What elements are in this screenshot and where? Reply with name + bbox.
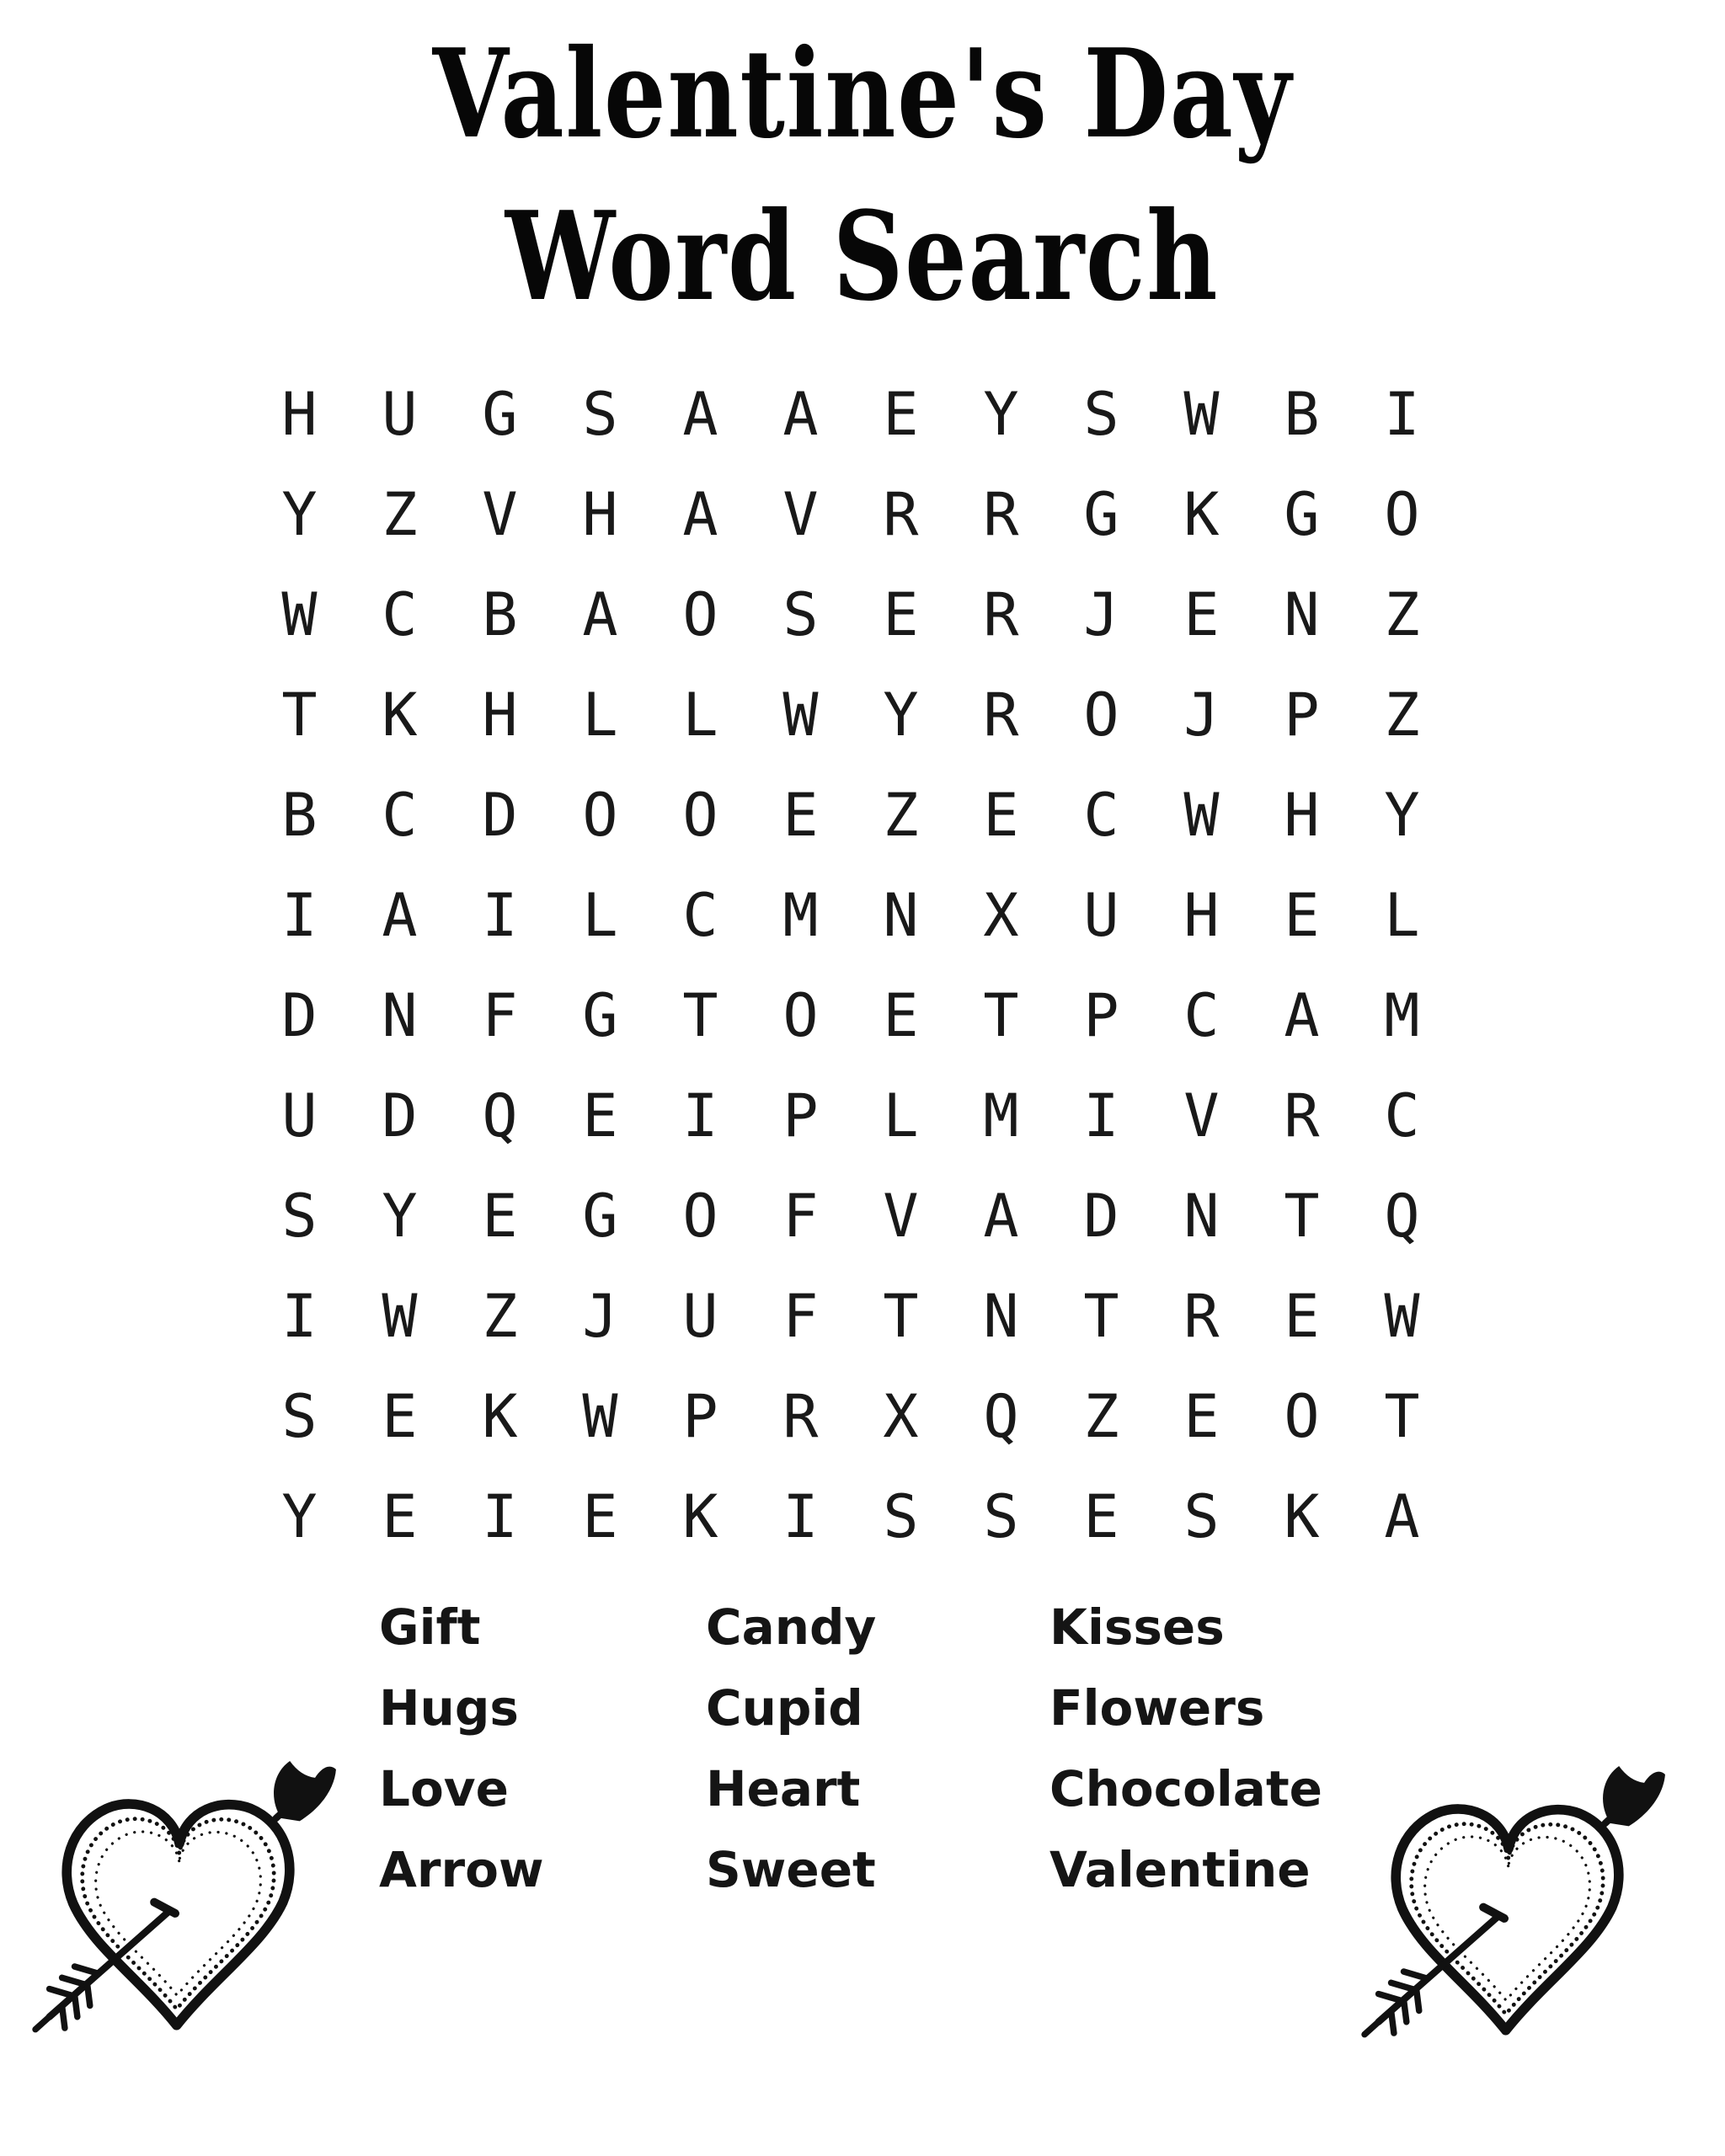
grid-letter: W xyxy=(782,680,819,750)
grid-letter: Z xyxy=(1384,680,1420,750)
word-list-item: Hugs xyxy=(379,1679,519,1737)
grid-letter: E xyxy=(482,1181,518,1251)
word-list-item: Flowers xyxy=(1049,1679,1265,1737)
grid-letter: D xyxy=(1083,1181,1119,1251)
grid-letter: I xyxy=(482,880,518,950)
grid-letter: A xyxy=(382,880,418,950)
grid-letter: L xyxy=(883,1081,919,1150)
grid-letter: T xyxy=(983,980,1019,1050)
grid-letter: Z xyxy=(382,479,418,549)
grid-letter: E xyxy=(782,780,819,850)
grid-letter: H xyxy=(582,479,618,549)
grid-letter: E xyxy=(1284,1281,1320,1351)
grid-letter: C xyxy=(1183,980,1220,1050)
word-list-item: Kisses xyxy=(1049,1598,1225,1656)
grid-letter: C xyxy=(382,579,418,649)
grid-letter: I xyxy=(1384,379,1420,449)
grid-letter: S xyxy=(281,1181,318,1251)
grid-letter: O xyxy=(682,1181,718,1251)
grid-letter: A xyxy=(1384,1481,1420,1551)
grid-letter: G xyxy=(1284,479,1320,549)
grid-letter: A xyxy=(682,479,718,549)
grid-letter: S xyxy=(1083,379,1119,449)
heart-arrow-illustration xyxy=(29,1757,339,2036)
grid-letter: Q xyxy=(1384,1181,1420,1251)
grid-letter: B xyxy=(1284,379,1320,449)
grid-letter: L xyxy=(1384,880,1420,950)
grid-letter: K xyxy=(1183,479,1220,549)
grid-letter: O xyxy=(782,980,819,1050)
grid-letter: N xyxy=(382,980,418,1050)
page-title-line2: Word Search xyxy=(505,185,1220,328)
grid-letter: I xyxy=(1083,1081,1119,1150)
grid-letter: W xyxy=(1183,780,1220,850)
grid-letter: T xyxy=(1284,1181,1320,1251)
grid-letter: E xyxy=(1183,579,1220,649)
word-list-item: Heart xyxy=(706,1760,861,1817)
grid-letter: K xyxy=(682,1481,718,1551)
grid-letter: J xyxy=(582,1281,618,1351)
word-list-item: Chocolate xyxy=(1049,1760,1323,1817)
grid-letter: Q xyxy=(983,1381,1019,1451)
grid-letter: D xyxy=(482,780,518,850)
word-list-item: Gift xyxy=(379,1598,481,1656)
grid-letter: M xyxy=(782,880,819,950)
grid-letter: G xyxy=(582,980,618,1050)
grid-letter: E xyxy=(1284,880,1320,950)
grid-letter: Y xyxy=(1384,780,1420,850)
page-title xyxy=(0,13,1725,339)
grid-letter: W xyxy=(1183,379,1220,449)
grid-letter: I xyxy=(482,1481,518,1551)
grid-letter: P xyxy=(1083,980,1119,1050)
word-list-column xyxy=(1049,1587,1322,1910)
grid-letter: F xyxy=(782,1181,819,1251)
word-list-item: Arrow xyxy=(379,1841,544,1898)
grid-letter: R xyxy=(983,579,1019,649)
grid-letter: I xyxy=(782,1481,819,1551)
grid-letter: S xyxy=(582,379,618,449)
grid-letter: Z xyxy=(1384,579,1420,649)
grid-letter: A xyxy=(582,579,618,649)
grid-letter: E xyxy=(883,579,919,649)
grid-letter: L xyxy=(682,680,718,750)
grid-letter: F xyxy=(782,1281,819,1351)
grid-letter: V xyxy=(883,1181,919,1251)
grid-letter: S xyxy=(281,1381,318,1451)
grid-letter: A xyxy=(1284,980,1320,1050)
grid-letter: J xyxy=(1183,680,1220,750)
grid-letter: R xyxy=(1183,1281,1220,1351)
grid-letter: L xyxy=(582,880,618,950)
grid-letter: T xyxy=(682,980,718,1050)
grid-letter: N xyxy=(883,880,919,950)
grid-letter: A xyxy=(782,379,819,449)
grid-letter: Z xyxy=(883,780,919,850)
grid-letter: E xyxy=(1183,1381,1220,1451)
grid-letter: D xyxy=(281,980,318,1050)
word-list-item: Valentine xyxy=(1049,1841,1311,1898)
grid-letter: R xyxy=(782,1381,819,1451)
grid-letter: S xyxy=(1183,1481,1220,1551)
grid-letter: Y xyxy=(382,1181,418,1251)
grid-letter: E xyxy=(382,1481,418,1551)
grid-letter: K xyxy=(1284,1481,1320,1551)
grid-letter: R xyxy=(1284,1081,1320,1150)
grid-letter: O xyxy=(1384,479,1420,549)
grid-letter: O xyxy=(582,780,618,850)
grid-letter: I xyxy=(281,880,318,950)
grid-letter: E xyxy=(983,780,1019,850)
grid-letter: P xyxy=(782,1081,819,1150)
grid-letter: Q xyxy=(482,1081,518,1150)
grid-letter: C xyxy=(382,780,418,850)
grid-letter: I xyxy=(682,1081,718,1150)
grid-letter: N xyxy=(983,1281,1019,1351)
word-search-grid xyxy=(249,364,1452,1566)
grid-letter: T xyxy=(1384,1381,1420,1451)
grid-letter: Z xyxy=(482,1281,518,1351)
grid-letter: O xyxy=(1284,1381,1320,1451)
grid-letter: W xyxy=(281,579,318,649)
grid-letter: S xyxy=(782,579,819,649)
grid-letter: F xyxy=(482,980,518,1050)
grid-letter: H xyxy=(281,379,318,449)
grid-letter: X xyxy=(983,880,1019,950)
grid-letter: H xyxy=(1183,880,1220,950)
grid-letter: Y xyxy=(281,479,318,549)
grid-letter: H xyxy=(1284,780,1320,850)
grid-letter: Y xyxy=(983,379,1019,449)
grid-letter: S xyxy=(983,1481,1019,1551)
grid-letter: C xyxy=(1384,1081,1420,1150)
grid-letter: Z xyxy=(1083,1381,1119,1451)
grid-letter: N xyxy=(1183,1181,1220,1251)
word-list-item: Candy xyxy=(706,1598,877,1656)
grid-letter: G xyxy=(582,1181,618,1251)
grid-letter: W xyxy=(1384,1281,1420,1351)
grid-letter: Y xyxy=(883,680,919,750)
grid-letter: T xyxy=(281,680,318,750)
word-list-item: Love xyxy=(379,1760,509,1817)
grid-letter: E xyxy=(1083,1481,1119,1551)
grid-letter: A xyxy=(983,1181,1019,1251)
page-title-line1: Valentine's Day xyxy=(432,23,1293,166)
grid-letter: P xyxy=(682,1381,718,1451)
grid-letter: W xyxy=(582,1381,618,1451)
grid-letter: U xyxy=(1083,880,1119,950)
grid-letter: S xyxy=(883,1481,919,1551)
word-list-column xyxy=(706,1587,876,1910)
grid-letter: N xyxy=(1284,579,1320,649)
grid-letter: C xyxy=(682,880,718,950)
grid-letter: V xyxy=(1183,1081,1220,1150)
grid-letter: E xyxy=(883,980,919,1050)
grid-letter: G xyxy=(482,379,518,449)
grid-letter: P xyxy=(1284,680,1320,750)
grid-letter: V xyxy=(782,479,819,549)
grid-letter: U xyxy=(382,379,418,449)
word-list-column xyxy=(379,1587,544,1910)
grid-letter: O xyxy=(682,780,718,850)
grid-letter: B xyxy=(281,780,318,850)
grid-letter: M xyxy=(983,1081,1019,1150)
grid-letter: G xyxy=(1083,479,1119,549)
grid-letter: R xyxy=(983,680,1019,750)
grid-letter: A xyxy=(682,379,718,449)
grid-letter: D xyxy=(382,1081,418,1150)
grid-letter: O xyxy=(682,579,718,649)
grid-letter: J xyxy=(1083,579,1119,649)
grid-letter: L xyxy=(582,680,618,750)
grid-letter: E xyxy=(582,1481,618,1551)
grid-letter: O xyxy=(1083,680,1119,750)
grid-letter: T xyxy=(883,1281,919,1351)
grid-letter: E xyxy=(582,1081,618,1150)
word-list-item: Cupid xyxy=(706,1679,863,1737)
grid-letter: K xyxy=(382,680,418,750)
grid-letter: K xyxy=(482,1381,518,1451)
grid-letter: B xyxy=(482,579,518,649)
grid-letter: I xyxy=(281,1281,318,1351)
grid-letter: M xyxy=(1384,980,1420,1050)
grid-letter: R xyxy=(983,479,1019,549)
grid-letter: U xyxy=(281,1081,318,1150)
grid-letter: T xyxy=(1083,1281,1119,1351)
grid-letter: W xyxy=(382,1281,418,1351)
grid-letter: Y xyxy=(281,1481,318,1551)
heart-arrow-illustration xyxy=(1358,1762,1668,2041)
grid-letter: E xyxy=(382,1381,418,1451)
grid-letter: R xyxy=(883,479,919,549)
grid-letter: X xyxy=(883,1381,919,1451)
grid-letter: E xyxy=(883,379,919,449)
word-list-item: Sweet xyxy=(706,1841,876,1898)
grid-letter: H xyxy=(482,680,518,750)
grid-letter: V xyxy=(482,479,518,549)
grid-letter: C xyxy=(1083,780,1119,850)
grid-letter: U xyxy=(682,1281,718,1351)
